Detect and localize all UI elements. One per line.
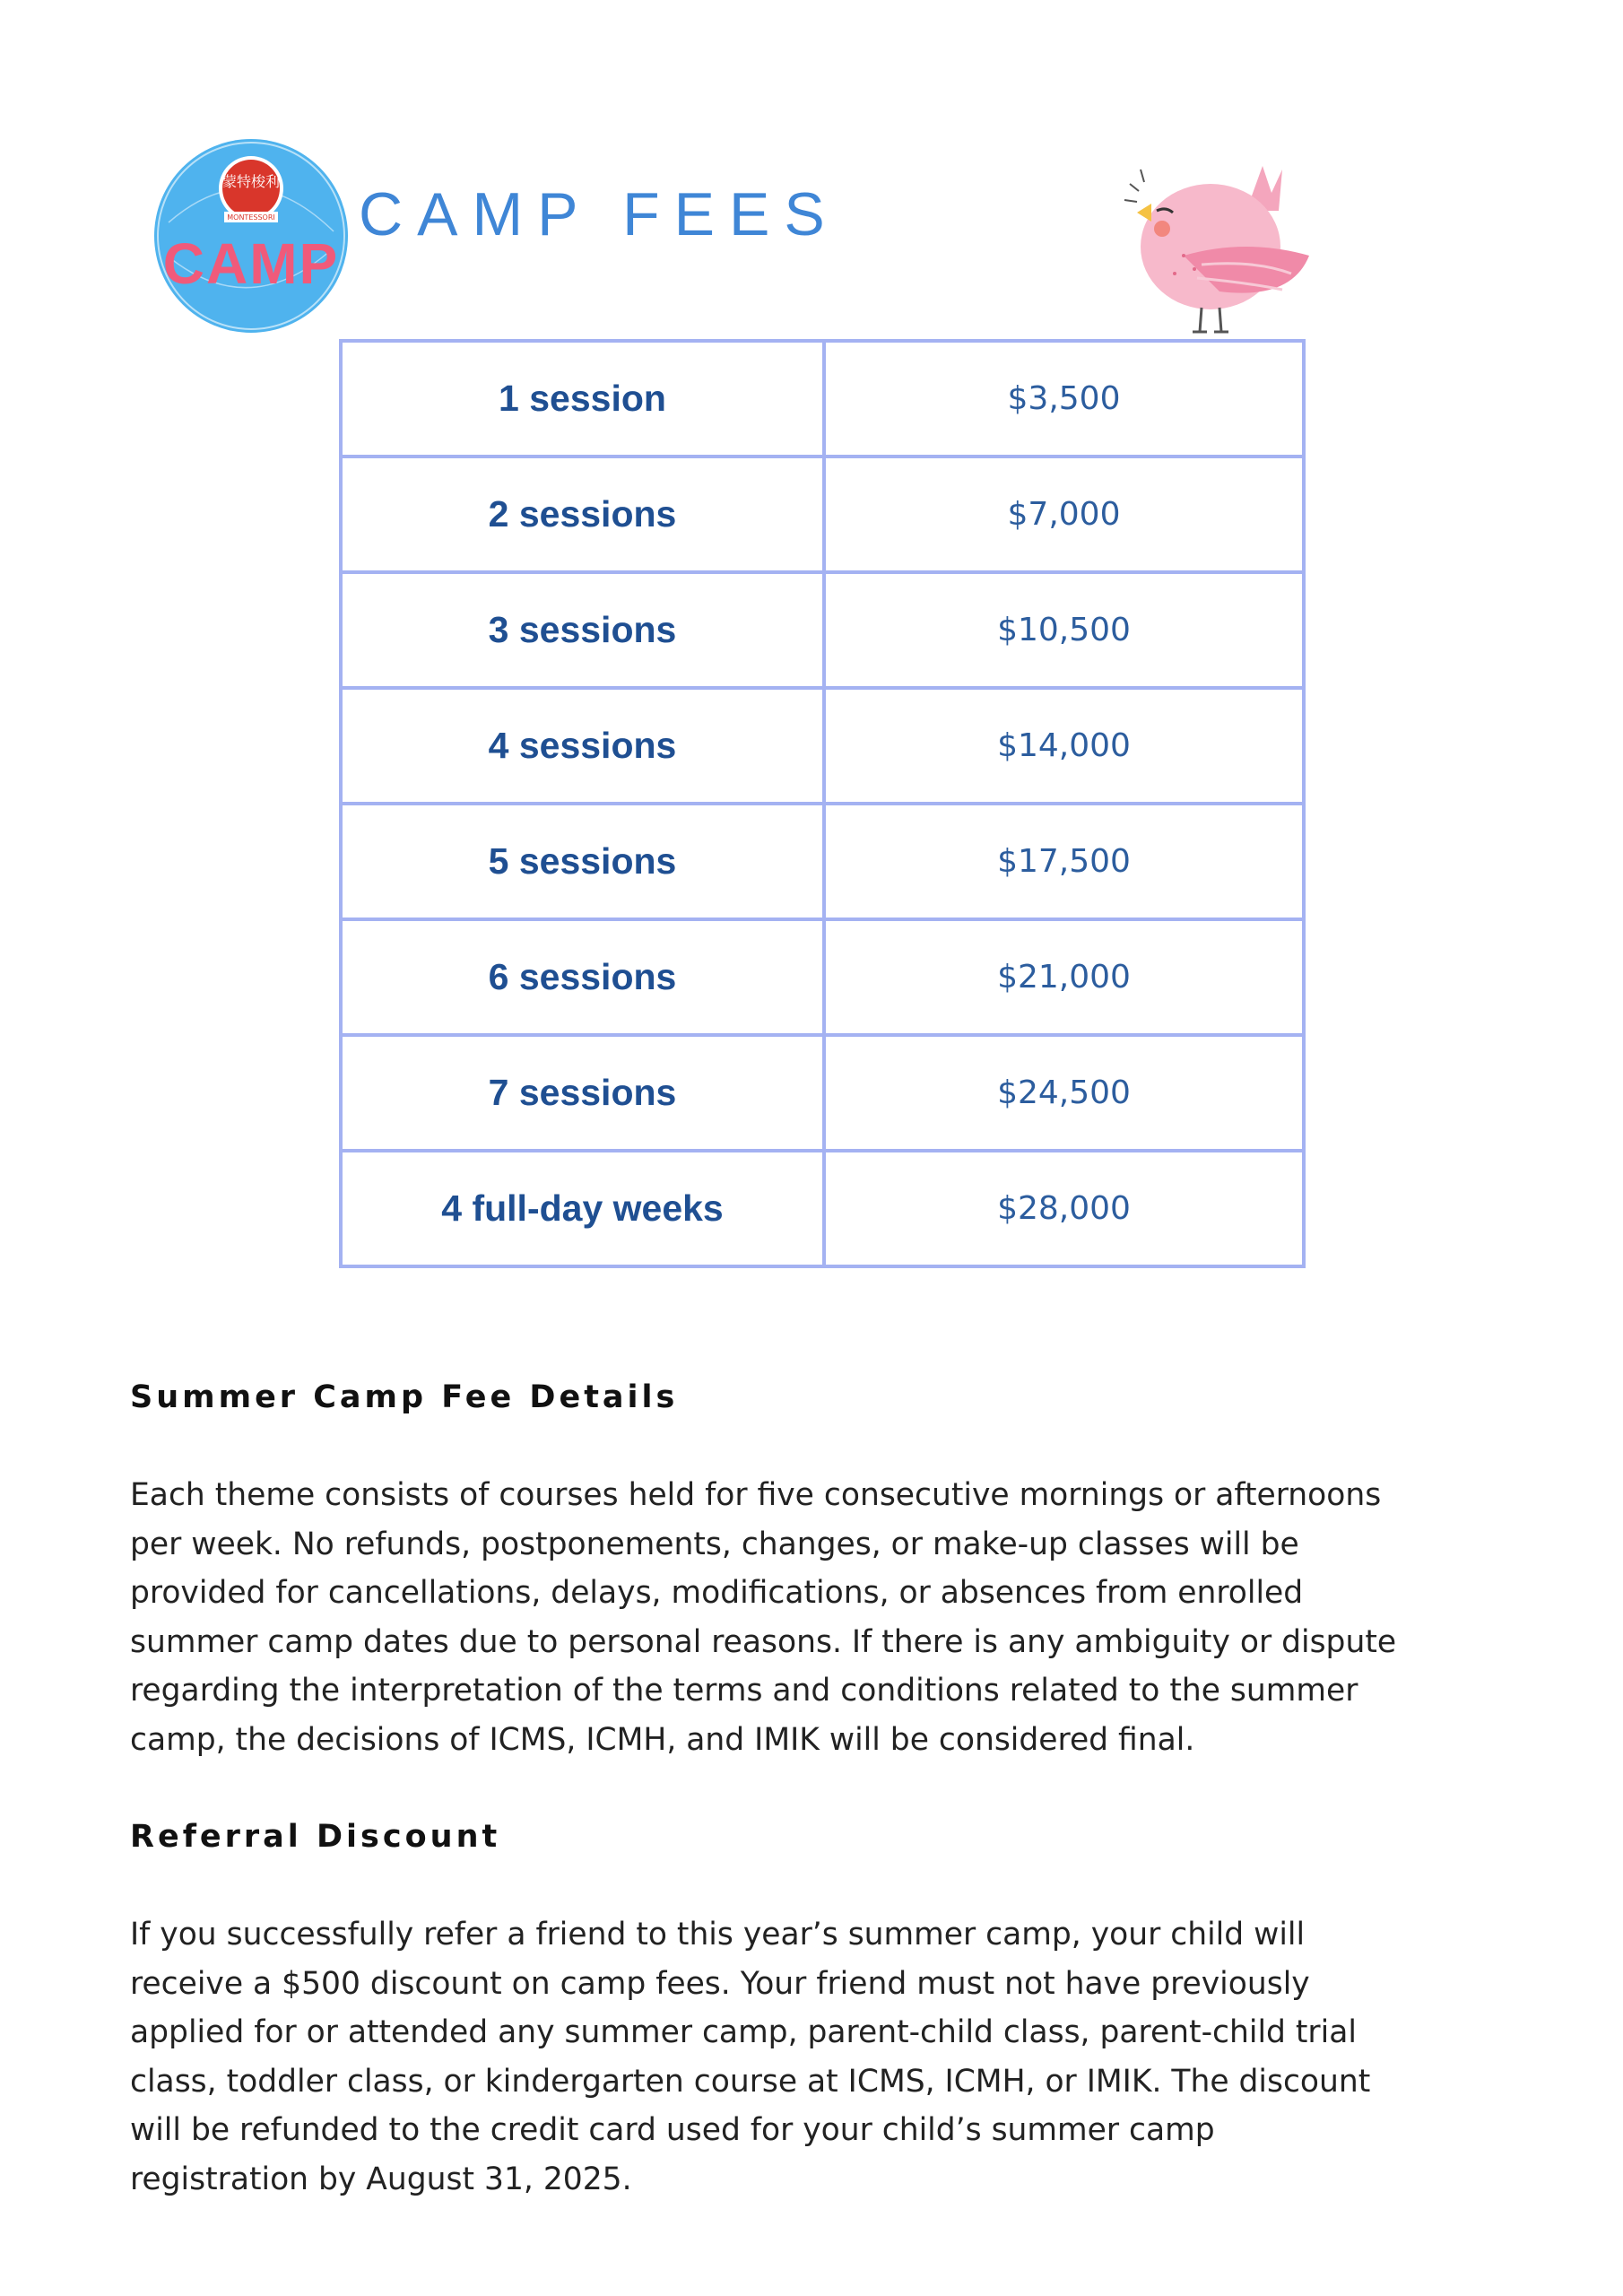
table-row [341,804,1304,919]
paragraph-line: summer camp dates due to personal reasons. If there is any ambiguity or dispute [130,1623,1397,1660]
session-label: 2 sessions [341,457,824,572]
fee-table [339,339,1306,1268]
logo-chinese-text: 蒙特梭利 [221,173,281,190]
paragraph-line: applied for or attended any summer camp, parent-child class, parent-child trial [130,2014,1357,2050]
logo-wordmark: CAMP [162,231,340,296]
table-row [341,919,1304,1035]
session-price: $21,000 [824,919,1304,1035]
session-label: 7 sessions [341,1035,824,1151]
session-label: 3 sessions [341,572,824,688]
referral-paragraph [130,1910,1529,2204]
session-label: 5 sessions [341,804,824,919]
session-label: 4 full-day weeks [341,1151,824,1266]
fee-details-heading: Summer Camp Fee Details [130,1379,679,1415]
logo-ribbon-text: MONTESSORI [227,213,275,222]
session-price: $24,500 [824,1035,1304,1151]
session-price: $7,000 [824,457,1304,572]
table-row [341,457,1304,572]
session-price: $17,500 [824,804,1304,919]
table-row [341,341,1304,457]
session-label: 4 sessions [341,688,824,804]
paragraph-line: camp, the decisions of ICMS, ICMH, and IMIK will be considered final. [130,1721,1195,1758]
paragraph-line: Each theme consists of courses held for five consecutive mornings or afternoons [130,1477,1382,1513]
table-row [341,688,1304,804]
paragraph-line: regarding the interpretation of the terms and conditions related to the summer [130,1673,1358,1709]
pink-bird-icon [1112,157,1336,336]
session-price: $3,500 [824,341,1304,457]
table-row [341,572,1304,688]
table-row [341,1151,1304,1266]
page-title: CAMP FEES [359,180,839,248]
paragraph-line: will be refunded to the credit card used for your child’s summer camp [130,2112,1215,2148]
paragraph-line: If you successfully refer a friend to this year’s summer camp, your child will [130,1917,1306,1952]
referral-heading: Referral Discount [130,1819,501,1855]
table-row [341,1035,1304,1151]
paragraph-line: provided for cancellations, delays, modifications, or absences from enrolled [130,1575,1304,1611]
session-label: 6 sessions [341,919,824,1035]
paragraph-line: per week. No refunds, postponements, changes, or make-up classes will be [130,1526,1299,1562]
paragraph-line: class, toddler class, or kindergarten course at ICMS, ICMH, or IMIK. The discount [130,2063,1371,2100]
session-price: $14,000 [824,688,1304,804]
paragraph-line: receive a $500 discount on camp fees. Your friend must not have previously [130,1965,1310,2002]
session-label: 1 session [341,341,824,457]
fee-details-paragraph [130,1471,1529,1764]
session-price: $10,500 [824,572,1304,688]
paragraph-line: registration by August 31, 2025. [130,2161,632,2197]
camp-logo [143,133,359,339]
session-price: $28,000 [824,1151,1304,1266]
